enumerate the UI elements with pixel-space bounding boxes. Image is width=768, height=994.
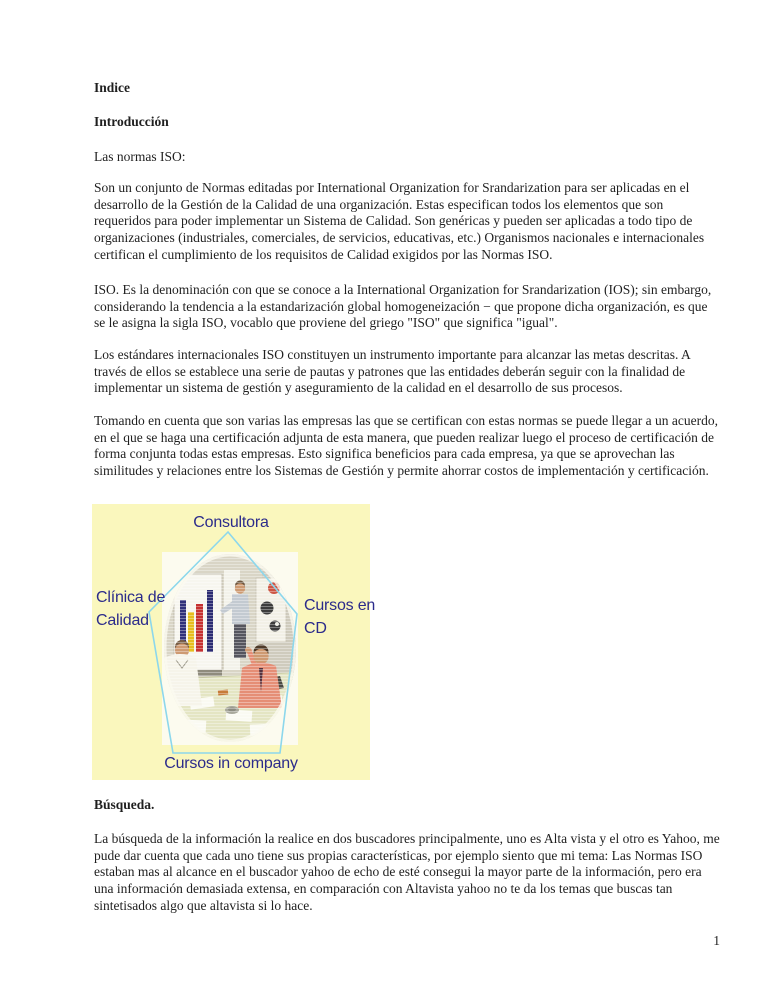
heading-indice: Indice	[94, 80, 131, 95]
meeting-photo-illustration	[92, 504, 370, 780]
diagram-label-consultora: Consultora	[193, 514, 269, 531]
paragraph-iso-definition: Son un conjunto de Normas editadas por International Organization for Srandarization para ser aplicadas en el desarrollo de la Gestión de la Calidad de una organización. Estas especifican todos los elementos que son requeridos para poder implementar un Sistema de Calidad. Son genéricas y pueden ser aplicadas a todo tipo de organizaciones (industriales, comerciales, de servicios, educativas, etc.) Organismos nacionales e internacionales certifican el cumplimiento de los requisitos de Calidad exigidos por las Normas ISO.	[94, 180, 705, 262]
heading-introduccion: Introducción	[94, 114, 169, 129]
heading-busqueda: Búsqueda.	[94, 797, 155, 812]
page-number: 1	[713, 933, 720, 948]
diagram-label-clinica-de-calidad: Clínica de Calidad	[96, 589, 166, 629]
paragraph-busqueda: La búsqueda de la información la realice en dos buscadores principalmente, uno es Alta vista y el otro es Yahoo, me pude dar cuenta que cada uno tiene sus propias características, por ejemplo siento que mi tema: Las Normas ISO estaban mas al alcance en el buscador yahoo de echo de esté consegui la mayor parte de la información, pero era una información demasiada extensa, en comparación con Altavista yahoo no te da los temas que buscas tan sintetisados algo que altavista si lo hace.	[94, 831, 720, 913]
paragraph-joint-certification: Tomando en cuenta que son varias las empresas las que se certifican con estas normas se puede llegar a un acuerdo, en el que se haga una certificación adjunta de esta manera, que pueden realizar luego el proceso de certificación de forma conjunta todas estas empresas. Esto significa beneficios para cada empresa, ya que se aprovechan las similitudes y relaciones entre los Sistemas de Gestión y permite ahorrar costos de implementación y certificación.	[94, 413, 718, 479]
paragraph-iso-standards: Los estándares internacionales ISO constituyen un instrumento importante para alcanzar las metas descritas. A través de ellos se establece una serie de pautas y patrones que las entidades deberán seguir con la finalidad de implementar un sistema de gestión y aseguramiento de la calidad en el desarrollo de sus procesos.	[94, 347, 691, 396]
paragraph-las-normas-iso: Las normas ISO:	[94, 149, 186, 164]
iso-services-diagram	[92, 504, 376, 780]
diagram-label-cursos-in-company: Cursos in company	[164, 755, 298, 772]
paragraph-iso-denomination: ISO. Es la denominación con que se conoce a la International Organization for Srandarization (IOS); sin embargo, considerando la tendencia a la estandarización global homogeneización − que propone dicha organización, es que se le asigna la sigla ISO, vocablo que proviene del griego "ISO" que significa "igual".	[94, 282, 712, 331]
diagram-label-cursos-en-cd: Cursos en CD	[304, 597, 376, 637]
